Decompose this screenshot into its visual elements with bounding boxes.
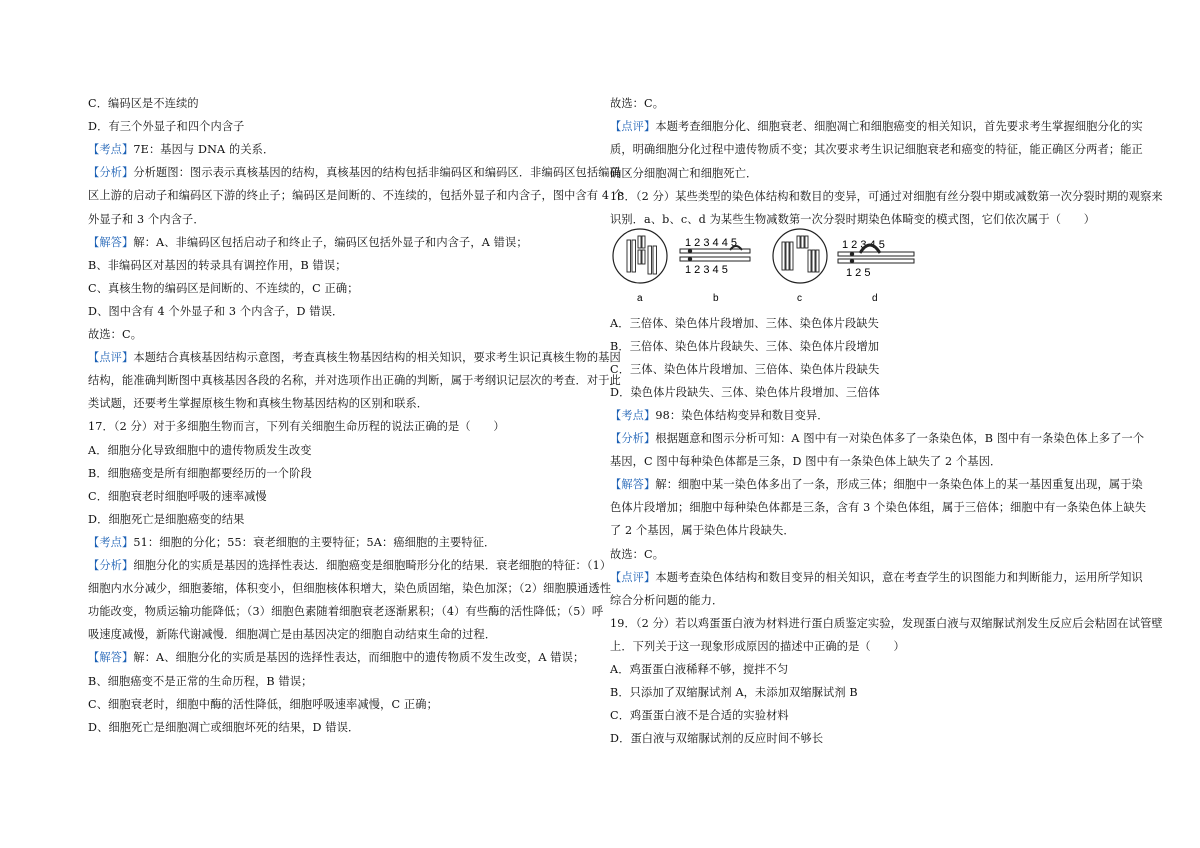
- section-tag: 【分析】: [610, 432, 656, 446]
- section-tag: 【解答】: [610, 478, 656, 492]
- text-line: [88, 581, 612, 597]
- text-line: [88, 304, 608, 320]
- line-text: 功能改变，物质运输功能降低；（3）细胞色素随着细胞衰老逐渐累积；（4）有些酶的活性降低；（5）呼: [88, 605, 604, 619]
- text-line: [610, 593, 1130, 609]
- line-text: B．只添加了双缩脲试剂 A，未添加双缩脲试剂 B: [610, 685, 858, 699]
- line-text: B、非编码区对基因的转录具有调控作用，B 错误；: [88, 258, 347, 272]
- text-line: [610, 316, 1130, 332]
- line-text: D、细胞死亡是细胞凋亡或细胞坏死的结果，D 错误．: [88, 720, 360, 734]
- line-text: C、真核生物的编码区是间断的、不连续的，C 正确；: [88, 281, 359, 295]
- text-line: [88, 535, 608, 551]
- figure-b-top: 1 2 3 4 4 5: [685, 237, 737, 249]
- figure-b: [680, 237, 750, 304]
- text-line: [88, 258, 608, 274]
- text-line: [610, 142, 1143, 158]
- text-line: [88, 650, 608, 666]
- section-tag: 【分析】: [88, 559, 134, 572]
- line-text: 17．（2 分）对于多细胞生物而言，下列有关细胞生命历程的说法正确的是（ ）: [88, 420, 505, 434]
- text-line: [88, 627, 608, 643]
- figure-d: [838, 239, 914, 304]
- text-line: [610, 96, 1130, 112]
- line-text: D．蛋白液与双缩脲试剂的反应时间不够长: [610, 731, 824, 745]
- figure-b-bottom: 1 2 3 4 5: [685, 264, 728, 276]
- line-text: C．鸡蛋蛋白液不是合适的实验材料: [610, 708, 789, 722]
- section-tag: 【考点】: [88, 535, 134, 549]
- line-text: 51：细胞的分化；55：衰老细胞的主要特征；5A：癌细胞的主要特征．: [133, 535, 496, 549]
- text-line: [88, 697, 608, 713]
- text-line: [88, 212, 608, 228]
- text-line: [610, 523, 1130, 539]
- text-line: [88, 489, 608, 505]
- line-text: 解：细胞中某一染色体多出了一条，形成三体；细胞中一条染色体上的某一基因重复出现，属于染: [655, 478, 1143, 492]
- line-text: 98：染色体结构变异和数目变异．: [655, 409, 829, 423]
- text-line: [610, 570, 1143, 586]
- text-line: [88, 443, 608, 459]
- text-line: [88, 604, 608, 620]
- line-text: 19．（2 分）若以鸡蛋蛋白液为材料进行蛋白质鉴定实验，发现蛋白液与双缩脲试剂发生反应后会粘固在试管壁: [610, 616, 1163, 630]
- section-tag: 【点评】: [88, 351, 134, 365]
- line-text: 分析题图：图示表示真核基因的结构，真核基因的结构包括非编码区和编码区．非编码区包括编码: [133, 166, 621, 180]
- figure-label-c: c: [797, 293, 802, 304]
- line-text: C．编码区是不连续的: [88, 97, 199, 110]
- text-line: [88, 142, 608, 158]
- chromosome-figure: [610, 226, 930, 306]
- figure-c: [773, 229, 827, 304]
- line-text: A．鸡蛋蛋白液稀释不够，搅拌不匀: [610, 662, 789, 676]
- text-line: [88, 466, 608, 482]
- text-line: [610, 616, 1163, 632]
- line-text: 区上游的启动子和编码区下游的终止子；编码区是间断的、不连续的，包括外显子和内含子，图中含有 4 个: [88, 189, 625, 203]
- text-line: [88, 350, 621, 366]
- section-tag: 【考点】: [610, 409, 656, 423]
- text-line: [610, 708, 1130, 724]
- line-text: D．细胞死亡是细胞癌变的结果: [88, 512, 245, 526]
- line-text: A．三倍体、染色体片段增加、三体、染色体片段缺失: [610, 317, 879, 330]
- text-line: [610, 339, 1130, 355]
- line-text: 18．（2 分）某些类型的染色体结构和数目的变异，可通过对细胞有丝分裂中期或减数第一次分裂时期的观察来: [610, 189, 1163, 203]
- line-text: C．三体、染色体片段增加、三倍体、染色体片段缺失: [610, 363, 880, 377]
- figure-d-bottom: 1 2 5: [846, 267, 871, 279]
- text-line: [88, 720, 608, 736]
- line-text: 故选：C。: [610, 97, 665, 110]
- text-line: [610, 454, 1130, 470]
- section-tag: 【解答】: [88, 235, 134, 249]
- text-line: [610, 547, 1130, 563]
- line-text: 外显子和 3 个内含子．: [88, 212, 205, 226]
- section-tag: 【考点】: [88, 143, 134, 157]
- text-line: [610, 119, 1143, 135]
- figure-label-d: d: [872, 293, 878, 304]
- section-tag: 【解答】: [88, 651, 134, 665]
- text-line: [88, 119, 608, 135]
- line-text: B、细胞癌变不是正常的生命历程，B 错误；: [88, 674, 313, 688]
- text-line: [88, 512, 608, 528]
- line-text: 细胞内水分减少，细胞萎缩，体积变小，但细胞核体积增大，染色质固缩，染色加深；（2）细胞膜通透性: [88, 582, 612, 596]
- text-line: [88, 281, 608, 297]
- line-text: 解：A、细胞分化的实质是基因的选择性表达，而细胞中的遗传物质不发生改变，A 错误；: [133, 651, 585, 665]
- line-text: 色体片段增加；细胞中每种染色体都是三条，含有 3 个染色体组，属于三倍体；细胞中有一条染色体上缺失: [610, 501, 1147, 515]
- text-line: [610, 685, 1130, 701]
- line-text: 细胞分化的实质是基因的选择性表达．细胞癌变是细胞畸形分化的结果．衰老细胞的特征：（1）: [133, 559, 612, 572]
- text-line: [610, 477, 1143, 493]
- line-text: D、图中含有 4 个外显子和 3 个内含子，D 错误．: [88, 304, 344, 318]
- line-text: D．有三个外显子和四个内含子: [88, 120, 245, 134]
- text-line: [610, 662, 1130, 678]
- line-text: 基因，C 图中每种染色体都是三条，D 图中有一条染色体上缺失了 2 个基因．: [610, 455, 1002, 469]
- line-text: 解：A、非编码区包括启动子和终止子，编码区包括外显子和内含子，A 错误；: [133, 235, 528, 249]
- text-line: [88, 188, 625, 204]
- line-text: A．细胞分化导致细胞中的遗传物质发生改变: [88, 443, 312, 457]
- figure-d-top: 1 2 3 4 5: [842, 239, 885, 251]
- line-text: 本题考查细胞分化、细胞衰老、细胞凋亡和细胞癌变的相关知识，首先要求考生掌握细胞分化的实: [655, 120, 1143, 134]
- text-line: [88, 396, 608, 412]
- text-line: [610, 189, 1163, 205]
- section-tag: 【点评】: [610, 120, 656, 134]
- line-text: 质，明确细胞分化过程中遗传物质不变；其次要求考生识记细胞衰老和癌变的特征，能正确区分两者；能正: [610, 143, 1143, 157]
- text-line: [610, 639, 1130, 655]
- line-text: 故选：C。: [88, 328, 143, 341]
- line-text: 本题考查染色体结构和数目变异的相关知识，意在考查学生的识图能力和判断能力，运用所学知识: [655, 570, 1143, 584]
- text-line: [610, 431, 1145, 447]
- figure-label-b: b: [713, 293, 719, 304]
- line-text: B．细胞癌变是所有细胞都要经历的一个阶段: [88, 466, 312, 480]
- text-line: [88, 558, 612, 574]
- figure-a: [613, 229, 667, 304]
- line-text: 上．下列关于这一现象形成原因的描述中正确的是（ ）: [610, 639, 905, 653]
- line-text: 确区分细胞凋亡和细胞死亡．: [610, 166, 758, 180]
- line-text: 识别．a、b、c、d 为某些生物减数第一次分裂时期染色体畸变的模式图，它们依次属于（ ）: [610, 213, 1096, 226]
- line-text: 7E：基因与 DNA 的关系．: [133, 143, 275, 157]
- text-line: [610, 408, 1130, 424]
- line-text: 根据题意和图示分析可知：A 图中有一对染色体多了一条染色体，B 图中有一条染色体上多了一个: [655, 432, 1145, 446]
- text-line: [88, 235, 608, 251]
- text-line: [610, 385, 1130, 401]
- line-text: 故选：C。: [610, 547, 665, 561]
- line-text: C．细胞衰老时细胞呼吸的速率减慢: [88, 489, 267, 503]
- text-line: [88, 327, 608, 343]
- line-text: C、细胞衰老时，细胞中酶的活性降低，细胞呼吸速率减慢，C 正确；: [88, 697, 438, 711]
- line-text: 综合分析问题的能力．: [610, 593, 724, 607]
- text-line: [610, 166, 1130, 182]
- line-text: D．染色体片段缺失、三体、染色体片段增加、三倍体: [610, 386, 880, 400]
- line-text: B．三倍体、染色体片段缺失、三体、染色体片段增加: [610, 340, 880, 354]
- line-text: 了 2 个基因，属于染色体片段缺失．: [610, 524, 795, 538]
- figure-label-a: a: [637, 293, 643, 304]
- text-line: [88, 96, 608, 112]
- text-line: [610, 500, 1147, 516]
- line-text: 类试题，还要考生掌握原核生物和真核生物基因结构的区别和联系．: [88, 397, 429, 411]
- text-line: [610, 362, 1130, 378]
- text-line: [88, 674, 608, 690]
- text-line: [88, 373, 621, 389]
- text-line: [88, 419, 608, 435]
- line-text: 吸速度减慢，新陈代谢减慢．细胞凋亡是由基因决定的细胞自动结束生命的过程．: [88, 628, 497, 642]
- line-text: 结构，能准确判断图中真核基因各段的名称，并对选项作出正确的判断，属于考纲识记层次的考查．对于此: [88, 374, 621, 388]
- line-text: 本题结合真核基因结构示意图，考查真核生物基因结构的相关知识，要求考生识记真核生物的基因: [133, 351, 621, 365]
- text-line: [610, 731, 1130, 747]
- section-tag: 【点评】: [610, 570, 656, 584]
- section-tag: 【分析】: [88, 166, 134, 180]
- text-line: [88, 165, 621, 181]
